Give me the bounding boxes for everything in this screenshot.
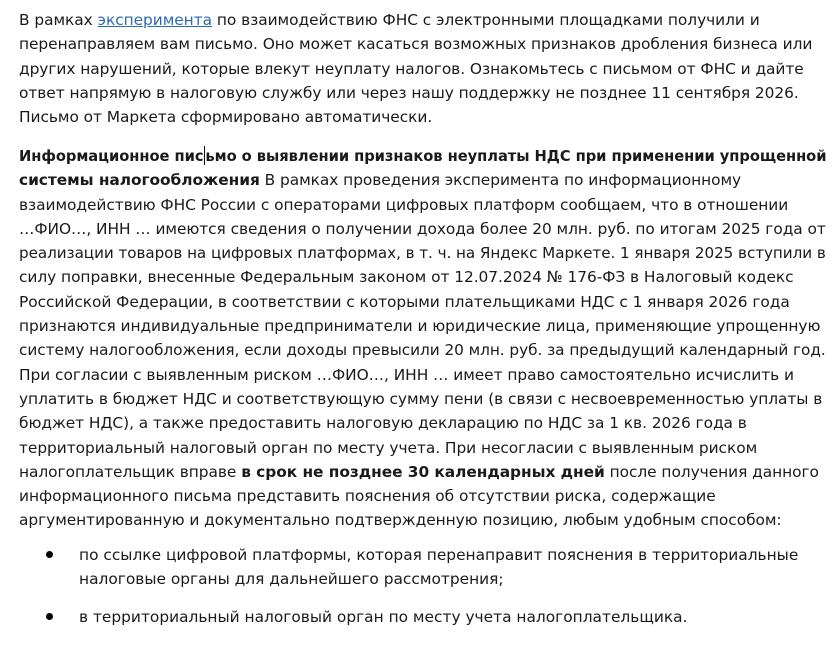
letter-paragraph — [19, 144, 827, 533]
letter-line: Российской Федерации, в соответствии с которыми плательщиками НДС с 1 января 2026 года — [19, 292, 790, 311]
intro-line: других нарушений, которые влекут неуплату налогов. Ознакомьтесь с письмом от ФНС и дайте — [19, 59, 804, 78]
letter-title-part: ьмо о выявлении признаков неуплаты НДС при применении упрощенной — [205, 147, 827, 165]
letter-line: …ФИО…, ИНН … имеются сведения о получении дохода более 20 млн. руб. по итогам 2025 года от — [19, 219, 826, 238]
bullet-icon — [46, 613, 53, 620]
intro-line: Письмо от Маркета сформировано автоматически. — [19, 108, 433, 127]
intro-line — [19, 8, 824, 32]
letter-line: аргументированную и документально подтвержденную позицию, любым удобным способом: — [19, 511, 782, 530]
letter-line: бюджет НДС), а также предоставить налоговую декларацию по НДС за 1 кв. 2026 года в — [19, 414, 747, 433]
letter-line: территориальный налоговый орган по месту учета. При несогласии с выявленным риском — [19, 438, 758, 457]
letter-title-line — [19, 144, 827, 168]
letter-line: систему налогообложения, если доходы превысили 20 млн. руб. за предыдущий календарный год. — [19, 341, 826, 360]
letter-title-end: системы налогообложения — [19, 171, 260, 190]
letter-line: реализации товаров на цифровых платформах, в т. ч. на Яндекс Маркете. 1 января 2025 вступили в — [19, 244, 826, 263]
letter-line: При согласии с выявленным риском …ФИО…, ИНН … имеет право самостоятельно исчислить и — [19, 365, 794, 384]
letter-line: силу поправки, внесенные Федеральным законом от 12.07.2024 № 176-ФЗ в Налоговый кодекс — [19, 268, 794, 287]
intro-line: перенаправляем вам письмо. Оно может касаться возможных признаков дробления бизнеса или — [19, 35, 813, 54]
bullet-icon — [46, 551, 53, 558]
letter-line — [19, 168, 824, 192]
letter-line: признаются индивидуальные предприниматели и юридические лица, применяющие упрощенную — [19, 317, 821, 336]
letter-title — [19, 147, 826, 165]
letter-line — [19, 460, 824, 484]
deadline-emphasis: в срок не позднее 30 календарных дней — [241, 462, 605, 481]
intro-text: В рамках — [19, 11, 98, 29]
intro-text: по взаимодействию ФНС с электронными площадками получили и — [212, 11, 760, 29]
letter-line: взаимодействию ФНС России с операторами цифровых платформ сообщаем, что в отношении — [19, 195, 789, 214]
letter-title-part: Информационное пис — [19, 147, 204, 165]
list-item-text: налоговые органы для дальнейшего рассмотрения; — [79, 570, 504, 588]
letter-line: информационного письма представить пояснения об отсутствии риска, содержащие — [19, 487, 716, 506]
letter-text: после получения данного — [604, 462, 819, 481]
list-item-text: в территориальный налоговый орган по месту учета налогоплательщика. — [79, 608, 688, 626]
list-item-text: по ссылке цифровой платформы, которая перенаправит пояснения в территориальные — [79, 546, 799, 564]
letter-text: налогоплательщик вправе — [19, 462, 242, 481]
experiment-link[interactable]: эксперимента — [97, 11, 212, 29]
letter-text: В рамках проведения эксперимента по информационному — [259, 171, 742, 190]
letter-line: уплатить в бюджет НДС и соответствующую сумму пени (в связи с несвоевременностью уплаты в — [19, 389, 823, 408]
intro-paragraph — [19, 8, 824, 129]
intro-line: ответ напрямую в налоговую службу или через нашу поддержку не позднее 11 сентября 2026. — [19, 83, 799, 102]
